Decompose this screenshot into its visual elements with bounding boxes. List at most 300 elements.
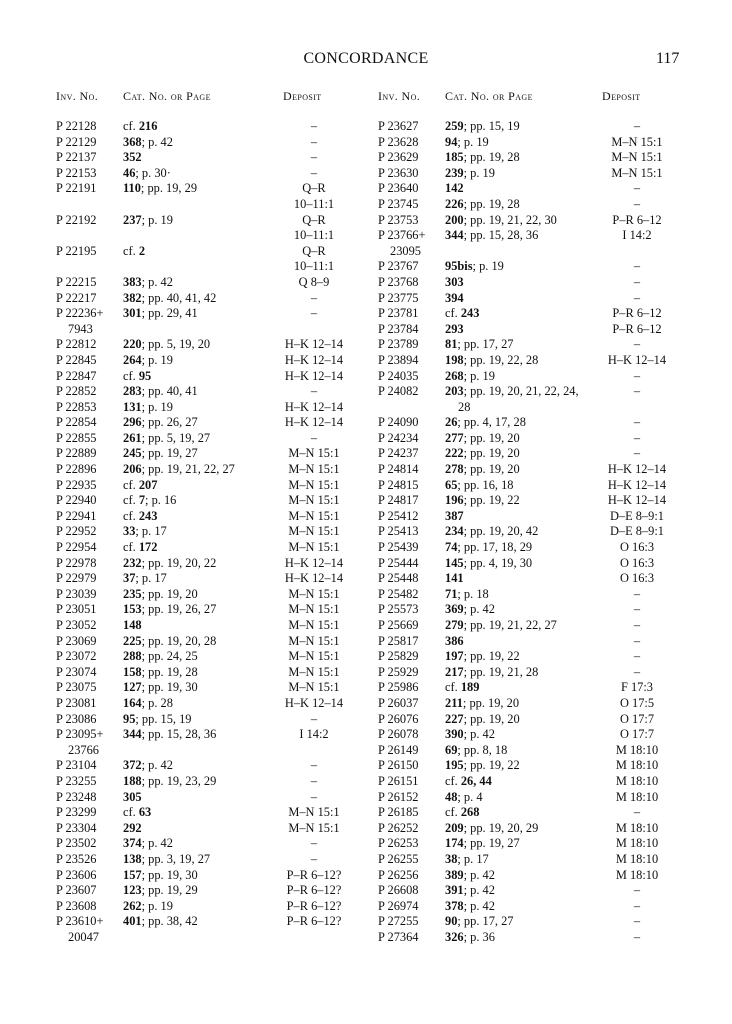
- deposit: [276, 868, 352, 884]
- page-refs: ; pp. 19, 22, 28: [463, 352, 539, 367]
- inv-number: [378, 478, 419, 494]
- catalog-ref: [123, 493, 176, 509]
- deposit: [276, 821, 352, 837]
- table-row: [378, 680, 688, 696]
- catalog-number: 394: [445, 290, 464, 305]
- inv-number: [378, 291, 419, 307]
- inv-number: [56, 899, 97, 915]
- catalog-number: 207: [138, 477, 158, 492]
- deposit-line: –: [310, 150, 318, 165]
- inv-number-line: P 22889: [56, 446, 97, 461]
- table-row: [56, 836, 366, 852]
- left-rows: [56, 119, 366, 945]
- inv-number-line: P 23627: [378, 119, 419, 133]
- inv-number: [56, 571, 97, 587]
- inv-number: [378, 649, 419, 665]
- deposit-line: P–R 6–12?: [286, 883, 342, 898]
- inv-number-line: P 22812: [56, 337, 97, 352]
- catalog-number: 198: [445, 352, 464, 367]
- page-refs: ; pp. 19, 20, 28: [141, 633, 217, 648]
- catalog-ref: [123, 852, 210, 868]
- inv-number-line: P 26185: [378, 805, 419, 820]
- deposit-line: –: [633, 664, 641, 679]
- inv-number: [56, 337, 97, 353]
- catalog-ref: [123, 618, 142, 634]
- deposit: [596, 415, 678, 431]
- inv-number: [56, 556, 97, 572]
- inv-number: [56, 665, 97, 681]
- deposit-line: –: [310, 851, 318, 866]
- table-row: [378, 524, 688, 540]
- deposit: [596, 883, 678, 899]
- catalog-prefix: cf.: [123, 805, 139, 820]
- inv-number: [56, 821, 97, 837]
- inv-number-line: P 23086: [56, 711, 97, 726]
- page-refs: ; pp. 8, 18: [457, 742, 508, 757]
- inv-number-cont: 23095: [390, 243, 421, 258]
- catalog-number: 305: [123, 789, 142, 804]
- catalog-number: 148: [123, 618, 142, 632]
- deposit: [596, 540, 678, 556]
- table-row: [56, 478, 366, 494]
- inv-number: [56, 275, 97, 291]
- deposit: [276, 166, 352, 182]
- deposit-line: M–N 15:1: [288, 462, 340, 477]
- deposit-line: M–N 15:1: [288, 618, 340, 632]
- deposit: [596, 306, 678, 322]
- table-row: [378, 618, 688, 634]
- deposit: [276, 415, 352, 431]
- table-row: [56, 790, 366, 806]
- table-row: [56, 540, 366, 556]
- page-refs: ; pp. 19, 20: [463, 430, 520, 445]
- catalog-ref: [445, 571, 464, 587]
- catalog-ref: [123, 384, 198, 400]
- catalog-ref: [445, 602, 495, 618]
- catalog-number: 268: [460, 805, 480, 820]
- deposit: [276, 712, 352, 728]
- inv-number-line: P 23104: [56, 758, 97, 773]
- inv-number-line: P 23075: [56, 680, 97, 695]
- inv-number-line: P 23610+: [56, 914, 104, 929]
- catalog-ref: [445, 696, 519, 712]
- deposit: [276, 665, 352, 681]
- deposit: [276, 602, 352, 618]
- catalog-number: 391: [445, 883, 464, 898]
- inv-number: [378, 197, 419, 213]
- catalog-number: 268: [445, 368, 464, 383]
- table-row: [378, 712, 688, 728]
- catalog-ref: [123, 181, 197, 197]
- catalog-ref: [123, 150, 142, 166]
- deposit: [596, 712, 678, 728]
- inv-number-line: P 26150: [378, 758, 419, 773]
- catalog-number: 33: [123, 524, 136, 539]
- deposit: [596, 213, 678, 229]
- deposit-line: M 18:10: [615, 789, 659, 804]
- deposit-line: Q–R: [302, 243, 326, 258]
- deposit-line: –: [310, 773, 318, 788]
- inv-number: [378, 774, 419, 790]
- deposit: [276, 790, 352, 806]
- deposit: [276, 556, 352, 572]
- catalog-ref: [445, 384, 579, 415]
- table-row: [56, 493, 366, 509]
- deposit-line: P–R 6–12?: [286, 867, 342, 882]
- deposit-line: –: [633, 368, 641, 383]
- catalog-ref: [445, 790, 483, 806]
- inv-number-line: P 22941: [56, 508, 97, 523]
- deposit-line: M 18:10: [615, 836, 659, 851]
- inv-number-line: P 23607: [56, 883, 97, 898]
- catalog-number: 374: [123, 836, 142, 851]
- inv-number-line: P 23629: [378, 150, 419, 165]
- deposit-line: –: [633, 649, 641, 664]
- deposit-line: P–R 6–12?: [286, 898, 342, 913]
- table-row: [56, 291, 366, 307]
- deposit: [596, 337, 678, 353]
- deposit-line: H–K 12–14: [284, 399, 344, 414]
- inv-number-line: P 25829: [378, 649, 419, 664]
- inv-number-line: P 24237: [378, 446, 419, 461]
- deposit-line: Q 8–9: [298, 274, 330, 289]
- deposit: [276, 805, 352, 821]
- deposit-line: O 17:5: [619, 695, 655, 710]
- catalog-number: 37: [123, 571, 136, 586]
- inv-number-line: P 26078: [378, 727, 419, 742]
- inv-number: [378, 696, 419, 712]
- catalog-number: 383: [123, 274, 142, 289]
- inv-number: [56, 353, 97, 369]
- deposit-line: –: [633, 446, 641, 461]
- inv-number: [56, 680, 97, 696]
- deposit: [276, 587, 352, 603]
- right-rows: [378, 119, 688, 945]
- table-row: [56, 462, 366, 478]
- inv-number: [56, 649, 97, 665]
- catalog-ref: [445, 727, 495, 743]
- catalog-number: 95: [138, 368, 152, 383]
- deposit-line: –: [310, 290, 318, 305]
- catalog-number: 344: [445, 228, 464, 243]
- deposit-line: I 14:2: [622, 228, 652, 243]
- table-row: [378, 462, 688, 478]
- inv-number: [56, 244, 97, 260]
- page-refs: ; p. 18: [457, 586, 489, 601]
- catalog-ref: [123, 431, 210, 447]
- catalog-number: 131: [123, 399, 142, 414]
- header-deposit: Deposit: [602, 89, 641, 103]
- inv-number: [56, 431, 97, 447]
- inv-number-line: P 23784: [378, 321, 419, 336]
- deposit-line: O 17:7: [619, 727, 655, 742]
- inv-number-line: P 23255: [56, 773, 97, 788]
- catalog-ref: [445, 353, 538, 369]
- deposit: [276, 213, 352, 244]
- deposit: [276, 852, 352, 868]
- deposit-line: M–N 15:1: [288, 602, 340, 617]
- inv-number-line: P 23608: [56, 898, 97, 913]
- catalog-number: 90: [445, 914, 458, 929]
- catalog-number: 326: [445, 929, 464, 944]
- deposit: [276, 696, 352, 712]
- table-row: [56, 821, 366, 837]
- catalog-number: 26: [445, 415, 458, 430]
- table-row: [378, 306, 688, 322]
- catalog-number: 243: [138, 508, 158, 523]
- inv-number: [378, 680, 419, 696]
- catalog-number: 387: [445, 508, 464, 523]
- catalog-ref: [445, 712, 520, 728]
- table-row: [56, 665, 366, 681]
- header-cat: Cat. No. or Page: [123, 89, 211, 103]
- page-refs: ; p. 17: [135, 524, 167, 539]
- table-row: [378, 743, 688, 759]
- deposit-line: M–N 15:1: [288, 508, 340, 523]
- page-refs: ; p. 4: [457, 789, 483, 804]
- catalog-number: 390: [445, 727, 464, 742]
- inv-number-line: P 23628: [378, 134, 419, 149]
- inv-number-line: P 23768: [378, 274, 419, 289]
- table-row: [56, 883, 366, 899]
- inv-number-line: P 23069: [56, 633, 97, 648]
- catalog-number: 283: [123, 384, 142, 399]
- table-row: [378, 540, 688, 556]
- catalog-prefix: cf.: [445, 306, 461, 321]
- catalog-ref: [123, 119, 157, 135]
- deposit: [276, 883, 352, 899]
- deposit-line: M–N 15:1: [288, 633, 340, 648]
- catalog-number: 378: [445, 898, 464, 913]
- page-refs: ; pp. 29, 41: [141, 306, 198, 321]
- deposit-line: –: [310, 836, 318, 851]
- catalog-ref: [123, 275, 173, 291]
- header-inv: Inv. No.: [56, 89, 99, 103]
- inv-number: [378, 790, 419, 806]
- deposit: [596, 322, 678, 338]
- page-refs: ; pp. 24, 25: [141, 649, 198, 664]
- table-row: [378, 602, 688, 618]
- catalog-ref: [123, 821, 142, 837]
- catalog-ref: [123, 665, 198, 681]
- catalog-number: 206: [123, 462, 142, 477]
- table-row: [56, 150, 366, 166]
- deposit: [276, 119, 352, 135]
- inv-number-line: P 25986: [378, 680, 419, 695]
- table-row: [378, 197, 688, 213]
- inv-number-line: P 23789: [378, 337, 419, 352]
- table-row: [378, 665, 688, 681]
- inv-number: [378, 852, 419, 868]
- inv-number: [56, 135, 97, 151]
- inv-number-line: P 22191: [56, 181, 97, 196]
- table-row: [56, 337, 366, 353]
- inv-number-line: P 22979: [56, 571, 97, 586]
- deposit: [596, 431, 678, 447]
- table-row: [378, 369, 688, 385]
- page-refs: ; pp. 19, 28: [463, 196, 520, 211]
- table-row: [378, 509, 688, 525]
- inv-number: [378, 618, 419, 634]
- inv-number: [378, 805, 419, 821]
- deposit-line: –: [633, 586, 641, 601]
- page-refs: ; p. 30·: [135, 165, 171, 180]
- catalog-ref: [445, 213, 557, 229]
- page-number: 117: [656, 50, 680, 67]
- inv-number: [378, 914, 419, 930]
- deposit: [596, 353, 678, 369]
- deposit-line: M 18:10: [615, 867, 659, 882]
- deposit-line: M–N 15:1: [288, 805, 340, 820]
- catalog-number: 174: [445, 836, 464, 851]
- table-row: [56, 275, 366, 291]
- deposit-line: –: [310, 430, 318, 445]
- inv-number: [56, 758, 97, 774]
- inv-number: [378, 556, 419, 572]
- inv-number-line: P 23526: [56, 851, 97, 866]
- deposit-line: M–N 15:1: [288, 680, 340, 695]
- catalog-ref: [123, 790, 142, 806]
- deposit-line: M–N 15:1: [288, 540, 340, 555]
- catalog-number: 26, 44: [460, 773, 492, 788]
- inv-number-line: P 22236+: [56, 306, 104, 321]
- inv-number: [378, 228, 426, 259]
- catalog-prefix: cf.: [123, 493, 139, 508]
- deposit: [596, 384, 678, 400]
- catalog-prefix: cf.: [445, 805, 461, 820]
- table-row: [378, 696, 688, 712]
- catalog-ref: [445, 868, 495, 884]
- catalog-ref: [445, 758, 520, 774]
- table-row: [378, 322, 688, 338]
- deposit: [596, 587, 678, 603]
- deposit: [596, 478, 678, 494]
- catalog-number: 352: [123, 150, 142, 165]
- page-refs: ; pp. 19, 20, 42: [463, 524, 539, 539]
- deposit-line: H–K 12–14: [284, 695, 344, 710]
- deposit-line: H–K 12–14: [284, 352, 344, 367]
- page-refs: ; pp. 19, 23, 29: [141, 773, 217, 788]
- table-row: [378, 337, 688, 353]
- page-refs: ; pp. 19, 27: [463, 836, 520, 851]
- catalog-ref: [123, 696, 173, 712]
- deposit-line: –: [310, 306, 318, 321]
- deposit-line: –: [633, 898, 641, 913]
- page-title: CONCORDANCE: [303, 50, 429, 67]
- catalog-prefix: cf.: [123, 119, 139, 133]
- page-refs: ; p. 19: [463, 165, 495, 180]
- inv-number-line: P 23304: [56, 820, 97, 835]
- deposit: [276, 291, 352, 307]
- table-row: [378, 634, 688, 650]
- catalog-number: 110: [123, 181, 141, 196]
- inv-number-line: P 26974: [378, 898, 419, 913]
- catalog-number: 386: [445, 633, 464, 648]
- page-refs: ; pp. 38, 42: [141, 914, 198, 929]
- deposit-line: M–N 15:1: [288, 820, 340, 835]
- deposit-line: P–R 6–12: [612, 212, 662, 227]
- deposit: [596, 743, 678, 759]
- inv-number-line: P 25413: [378, 524, 419, 539]
- inv-number: [378, 415, 419, 431]
- page-refs: ; p. 19: [463, 368, 495, 383]
- inv-number: [378, 166, 419, 182]
- catalog-ref: [123, 337, 210, 353]
- catalog-number: 237: [123, 212, 142, 227]
- inv-number-line: P 24035: [378, 368, 419, 383]
- catalog-ref: [445, 259, 504, 275]
- catalog-ref: [445, 899, 495, 915]
- inv-number: [56, 790, 97, 806]
- catalog-ref: [123, 836, 173, 852]
- deposit-line: M–N 15:1: [611, 165, 663, 180]
- catalog-ref: [445, 618, 557, 634]
- deposit-line: –: [310, 134, 318, 149]
- table-row: [378, 259, 688, 275]
- catalog-ref: [445, 821, 538, 837]
- inv-number: [378, 353, 419, 369]
- inv-number: [378, 462, 419, 478]
- catalog-ref: [445, 462, 520, 478]
- table-row: [378, 166, 688, 182]
- page-refs: ; pp. 19, 20: [463, 446, 520, 461]
- deposit: [596, 571, 678, 587]
- deposit-line: M–N 15:1: [288, 477, 340, 492]
- catalog-number: 196: [445, 493, 464, 508]
- table-row: [56, 213, 366, 244]
- catalog-ref: [445, 743, 507, 759]
- deposit: [596, 914, 678, 930]
- catalog-number: 372: [123, 758, 142, 773]
- inv-number: [378, 150, 419, 166]
- deposit-line: M–N 15:1: [288, 649, 340, 664]
- page-refs: ; p. 42: [463, 898, 495, 913]
- inv-number: [56, 587, 97, 603]
- deposit: [596, 275, 678, 291]
- page-refs: ; p. 42: [141, 274, 173, 289]
- inv-number-line: P 23775: [378, 290, 419, 305]
- deposit: [596, 524, 678, 540]
- catalog-ref: [445, 665, 538, 681]
- deposit: [596, 727, 678, 743]
- inv-number-line: P 22845: [56, 352, 97, 367]
- table-row: [378, 415, 688, 431]
- page-refs: ; pp. 15, 19: [135, 711, 192, 726]
- header-inv: Inv. No.: [378, 89, 421, 103]
- inv-number-line: P 26252: [378, 820, 419, 835]
- inv-number: [56, 384, 97, 400]
- table-row: [56, 868, 366, 884]
- page-refs: ; pp. 19, 30: [141, 867, 198, 882]
- inv-number-line: P 24815: [378, 477, 419, 492]
- catalog-ref: [123, 291, 216, 307]
- inv-number-line: P 23606: [56, 867, 97, 882]
- deposit: [596, 758, 678, 774]
- catalog-ref: [123, 135, 173, 151]
- table-row: [378, 431, 688, 447]
- table-row: [56, 400, 366, 416]
- deposit-line: M–N 15:1: [288, 493, 340, 508]
- deposit-line: H–K 12–14: [607, 493, 667, 508]
- catalog-ref: [445, 805, 479, 821]
- catalog-ref: [445, 836, 520, 852]
- deposit-line: –: [633, 415, 641, 430]
- catalog-ref: [445, 509, 464, 525]
- inv-number: [56, 696, 97, 712]
- deposit-line: P–R 6–12?: [286, 914, 342, 929]
- page-refs: ; pp. 19, 29: [140, 181, 198, 196]
- inv-number-line: P 22217: [56, 290, 97, 305]
